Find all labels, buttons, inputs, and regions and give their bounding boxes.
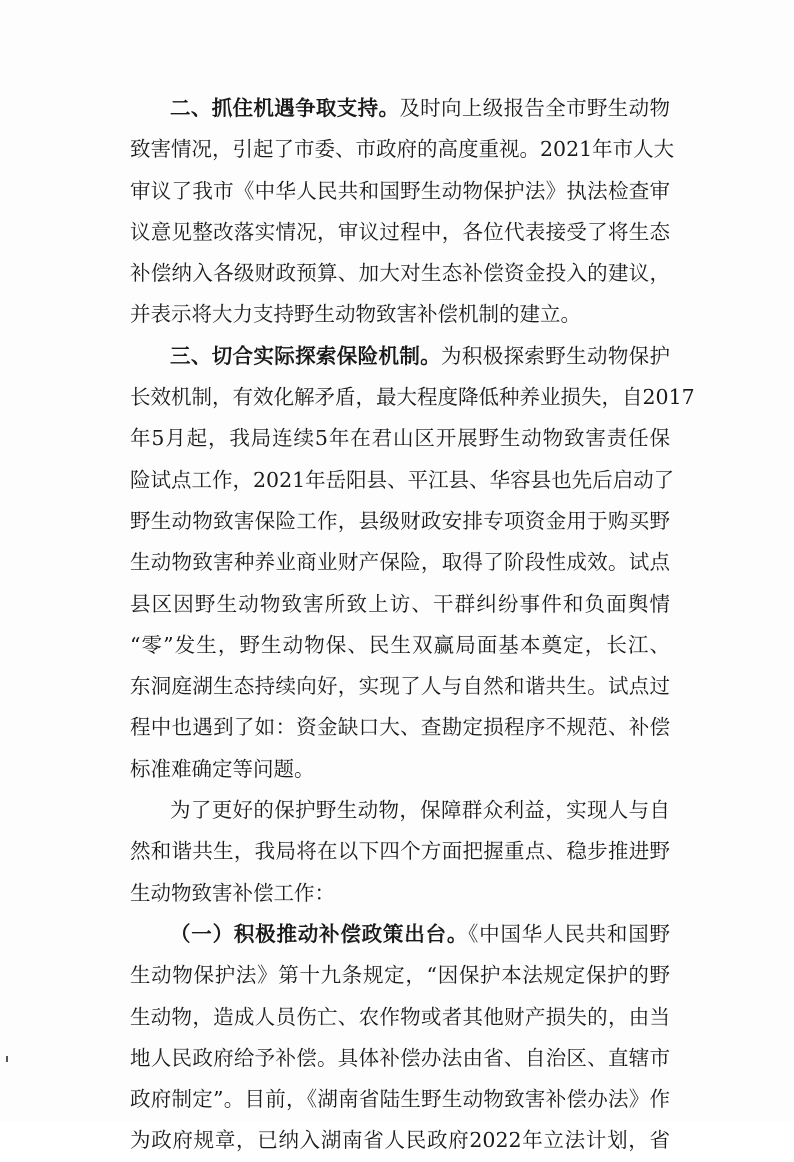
paragraph-4-line-1 bbox=[130, 914, 670, 955]
document-body bbox=[130, 88, 695, 1162]
scan-speck bbox=[6, 1056, 8, 1062]
paragraph-4-line-4: 地人民政府给予补偿。具体补偿办法由省、自治区、直辖市 bbox=[130, 1045, 670, 1070]
paragraph-4-line-5: 政府制定”。目前，《湖南省陆生野生动物致害补偿办法》作 bbox=[130, 1087, 670, 1112]
paragraph-3-line-3: 生动物致害补偿工作： bbox=[130, 880, 335, 905]
section-heading-2: 二、抓住机遇争取支持。 bbox=[170, 96, 400, 120]
section-heading-3: 三、切合实际探索保险机制。 bbox=[170, 343, 442, 368]
paragraph-1-line-6: 并表示将大力支持野生动物致害补偿机制的建立。 bbox=[130, 302, 581, 327]
paragraph-text: 及时向上级报告全市野生动物 bbox=[399, 96, 671, 120]
paragraph-1-line-3: 审议了我市《中华人民共和国野生动物保护法》执法检查审 bbox=[130, 178, 670, 203]
paragraph-1-line-4: 议意见整改落实情况，审议过程中，各位代表接受了将生态 bbox=[130, 219, 670, 244]
paragraph-2-line-8: “零”发生，野生动物保、民生双赢局面基本奠定，长江、 bbox=[130, 632, 670, 657]
paragraph-2-line-6: 生动物致害种养业商业财产保险，取得了阶段性成效。试点 bbox=[130, 550, 670, 575]
paragraph-2-line-11: 标准难确定等问题。 bbox=[130, 756, 315, 781]
paragraph-2-line-7: 县区因野生动物致害所致上访、干群纠纷事件和负面舆情 bbox=[130, 591, 670, 616]
paragraph-text: 《中国华人民共和国野 bbox=[468, 921, 671, 946]
paragraph-2-line-9: 东洞庭湖生态持续向好，实现了人与自然和谐共生。试点过 bbox=[130, 674, 670, 699]
paragraph-2-line-2: 长效机制，有效化解矛盾，最大程度降低种养业损失，自2017 bbox=[130, 385, 695, 410]
paragraph-2-line-10: 程中也遇到了如：资金缺口大、查勘定损程序不规范、补偿 bbox=[130, 715, 670, 740]
paragraph-4-line-3: 生动物，造成人员伤亡、农作物或者其他财产损失的，由当 bbox=[130, 1004, 670, 1029]
paragraph-3-line-1: 为了更好的保护野生动物，保障群众利益，实现人与自 bbox=[170, 798, 670, 823]
paragraph-1-line-1 bbox=[130, 88, 670, 129]
paragraph-3-line-2: 然和谐共生，我局将在以下四个方面把握重点、稳步推进野 bbox=[130, 839, 670, 864]
paragraph-2-line-5: 野生动物致害保险工作，县级财政安排专项资金用于购买野 bbox=[130, 508, 670, 533]
paragraph-2-line-4: 险试点工作，2021年岳阳县、平江县、华容县也先后启动了 bbox=[130, 467, 675, 492]
paragraph-4-line-2: 生动物保护法》第十九条规定，“因保护本法规定保护的野 bbox=[130, 963, 670, 988]
subsection-heading-1: （一）积极推动补偿政策出台。 bbox=[170, 921, 469, 946]
paragraph-1-line-5: 补偿纳入各级财政预算、加大对生态补偿资金投入的建议， bbox=[130, 261, 670, 286]
paragraph-2-line-1 bbox=[130, 336, 670, 377]
paragraph-2-line-3: 年5月起，我局连续5年在君山区开展野生动物致害责任保 bbox=[130, 426, 670, 451]
paragraph-1-line-2: 致害情况，引起了市委、市政府的高度重视。2021年市人大 bbox=[130, 137, 675, 162]
paragraph-4-line-6: 为政府规章，已纳入湖南省人民政府2022年立法计划，省 bbox=[130, 1128, 670, 1153]
paragraph-text: 为积极探索野生动物保护 bbox=[441, 343, 671, 368]
